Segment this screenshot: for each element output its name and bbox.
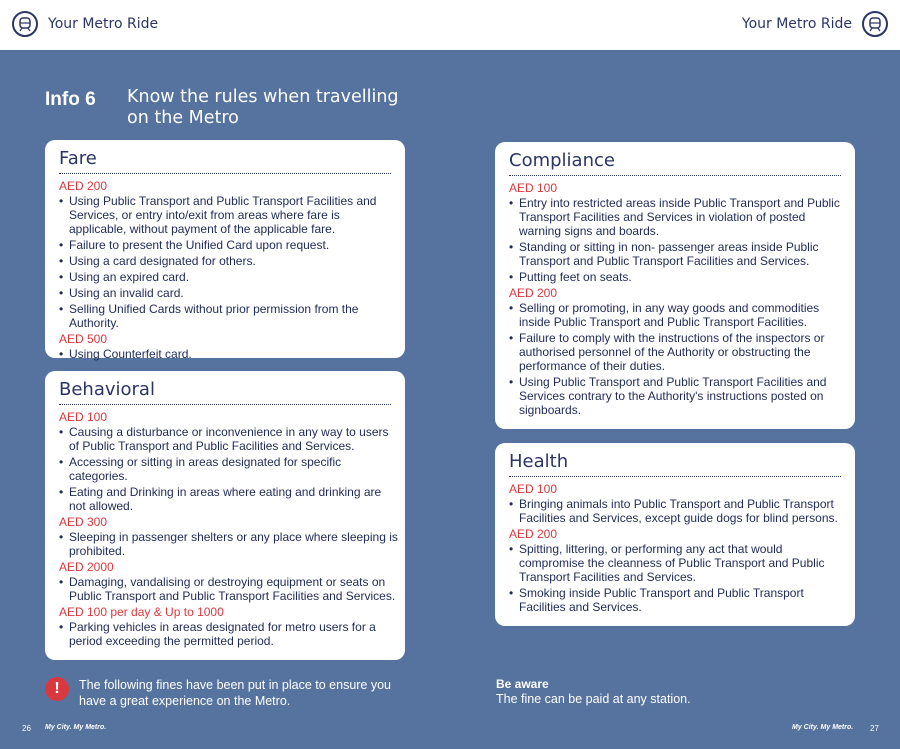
rule-text: Using Counterfeit card. [69,347,192,361]
rule-item [59,620,405,648]
rule-item [59,286,405,300]
metro-train-icon [862,11,888,37]
page-number-right: 27 [870,724,879,733]
bullet-icon: • [59,575,64,589]
fine-amount: AED 100 [509,181,558,195]
card-title: Fare [59,148,391,174]
rule-item [59,575,405,603]
rule-text: Selling or promoting, in any way goods and commodities inside Public Transport and Public Transport Facilities. [519,301,820,329]
rule-text: Entry into restricted areas inside Public Transport and Public Transport Facilities and Services in violation of posted warning signs and boards. [519,196,840,238]
bullet-icon: • [509,497,514,511]
warning-icon: ! [45,677,69,701]
bullet-icon: • [59,455,64,469]
rule-text: Selling Unified Cards without prior permission from the Authority. [69,302,359,330]
fare-card [45,140,405,361]
rule-text: Failure to comply with the instructions of the inspectors or authorised personnel of the Authority or obstructing the performance of their duties. [519,331,825,373]
fine-amount: AED 500 [59,332,108,346]
bullet-icon: • [509,375,514,389]
rule-text: Bringing animals into Public Transport and Public Transport Facilities and Services, except guide dogs for blind persons. [519,497,838,525]
fine-amount: AED 200 [59,179,108,193]
be-aware-title: Be aware [496,677,549,691]
bullet-icon: • [59,485,64,499]
bullet-icon: • [509,331,514,345]
bullet-icon: • [509,542,514,556]
bullet-icon: • [59,425,64,439]
rule-item [59,455,405,483]
rule-item [59,238,405,252]
rule-item [59,302,405,330]
fine-amount: AED 100 per day & Up to 1000 [59,605,224,619]
rule-text: Damaging, vandalising or destroying equipment or seats on Public Transport and Public Transport Facilities and Services. [69,575,396,603]
bullet-icon: • [59,270,64,284]
rule-text: Using an invalid card. [69,286,184,300]
slogan-right: My City. My Metro. [792,724,854,731]
rule-item [59,194,405,236]
top-header-bar [0,0,900,50]
bullet-icon: • [59,347,64,361]
rule-text: Eating and Drinking in areas where eating and drinking are not allowed. [69,485,382,513]
rule-item [59,485,405,513]
behavioral-card [45,371,405,660]
bullet-icon: • [509,270,514,284]
fines-note: The following fines have been put in place to ensure you have a great experience on the Metro. [79,678,392,708]
header-title-left: Your Metro Ride [48,16,159,32]
fine-amount: AED 100 [509,482,558,496]
rule-text: Using a card designated for others. [69,254,256,268]
bullet-icon: • [509,196,514,210]
rule-item [509,586,855,614]
bullet-icon: • [59,194,64,208]
rule-text: Spitting, littering, or performing any act that would compromise the cleanness of Public Transport and Public Transport Facilities and Services. [519,542,825,584]
card-title: Behavioral [59,379,391,405]
rule-text: Causing a disturbance or inconvenience in any way to users of Public Transport and Public Facilities and Services. [69,425,389,453]
fine-amount: AED 2000 [59,560,114,574]
header-title-right: Your Metro Ride [741,16,852,32]
card-title: Compliance [509,150,841,176]
slogan-left: My City. My Metro. [45,724,107,731]
rule-item [59,425,405,453]
bullet-icon: • [59,254,64,268]
rule-text: Accessing or sitting in areas designated for specific categories. [69,455,342,483]
compliance-card [495,142,855,429]
header-brand-right [742,11,888,37]
rule-item [509,270,855,284]
bullet-icon: • [509,586,514,600]
bullet-icon: • [59,302,64,316]
metro-train-icon [12,11,38,37]
rule-item [59,254,405,268]
health-card [495,443,855,626]
bullet-icon: • [59,238,64,252]
bullet-icon: • [509,301,514,315]
header-brand-left [12,11,158,37]
fine-amount: AED 200 [509,286,558,300]
page-number-left: 26 [22,724,31,733]
rule-text: Sleeping in passenger shelters or any place where sleeping is prohibited. [69,530,398,558]
rule-item [509,331,855,373]
rule-item [59,270,405,284]
rule-text: Parking vehicles in areas designated for metro users for a period exceeding the permitted period. [69,620,376,648]
fine-amount: AED 200 [509,527,558,541]
bullet-icon: • [59,530,64,544]
info-number: Info 6 [45,89,96,110]
rule-text: Using an expired card. [69,270,190,284]
card-title: Health [509,451,841,477]
rule-item [509,542,855,584]
rule-item [59,347,405,361]
rule-item [509,497,855,525]
rule-item [509,375,855,417]
bullet-icon: • [509,240,514,254]
rule-item [509,196,855,238]
rule-text: Using Public Transport and Public Transport Facilities and Services, or entry into/exit from areas where fare is applicable, without payment of the applicable fare. [69,194,377,236]
be-aware-text: The fine can be paid at any station. [496,692,691,706]
rule-text: Smoking inside Public Transport and Public Transport Facilities and Services. [519,586,804,614]
rule-item [59,530,405,558]
rule-text: Using Public Transport and Public Transport Facilities and Services contrary to the Authority's instructions posted on signboards. [519,375,827,417]
rule-item [509,240,855,268]
rule-text: Putting feet on seats. [519,270,632,284]
rule-item [509,301,855,329]
rule-text: Standing or sitting in non- passenger areas inside Public Transport and Public Transport Facilities and Services. [519,240,819,268]
fine-amount: AED 100 [59,410,108,424]
bullet-icon: • [59,620,64,634]
rule-text: Failure to present the Unified Card upon request. [69,238,330,252]
section-heading [45,87,407,129]
fine-amount: AED 300 [59,515,108,529]
bullet-icon: • [59,286,64,300]
page-title: Know the rules when travelling on the Metro [127,87,399,128]
